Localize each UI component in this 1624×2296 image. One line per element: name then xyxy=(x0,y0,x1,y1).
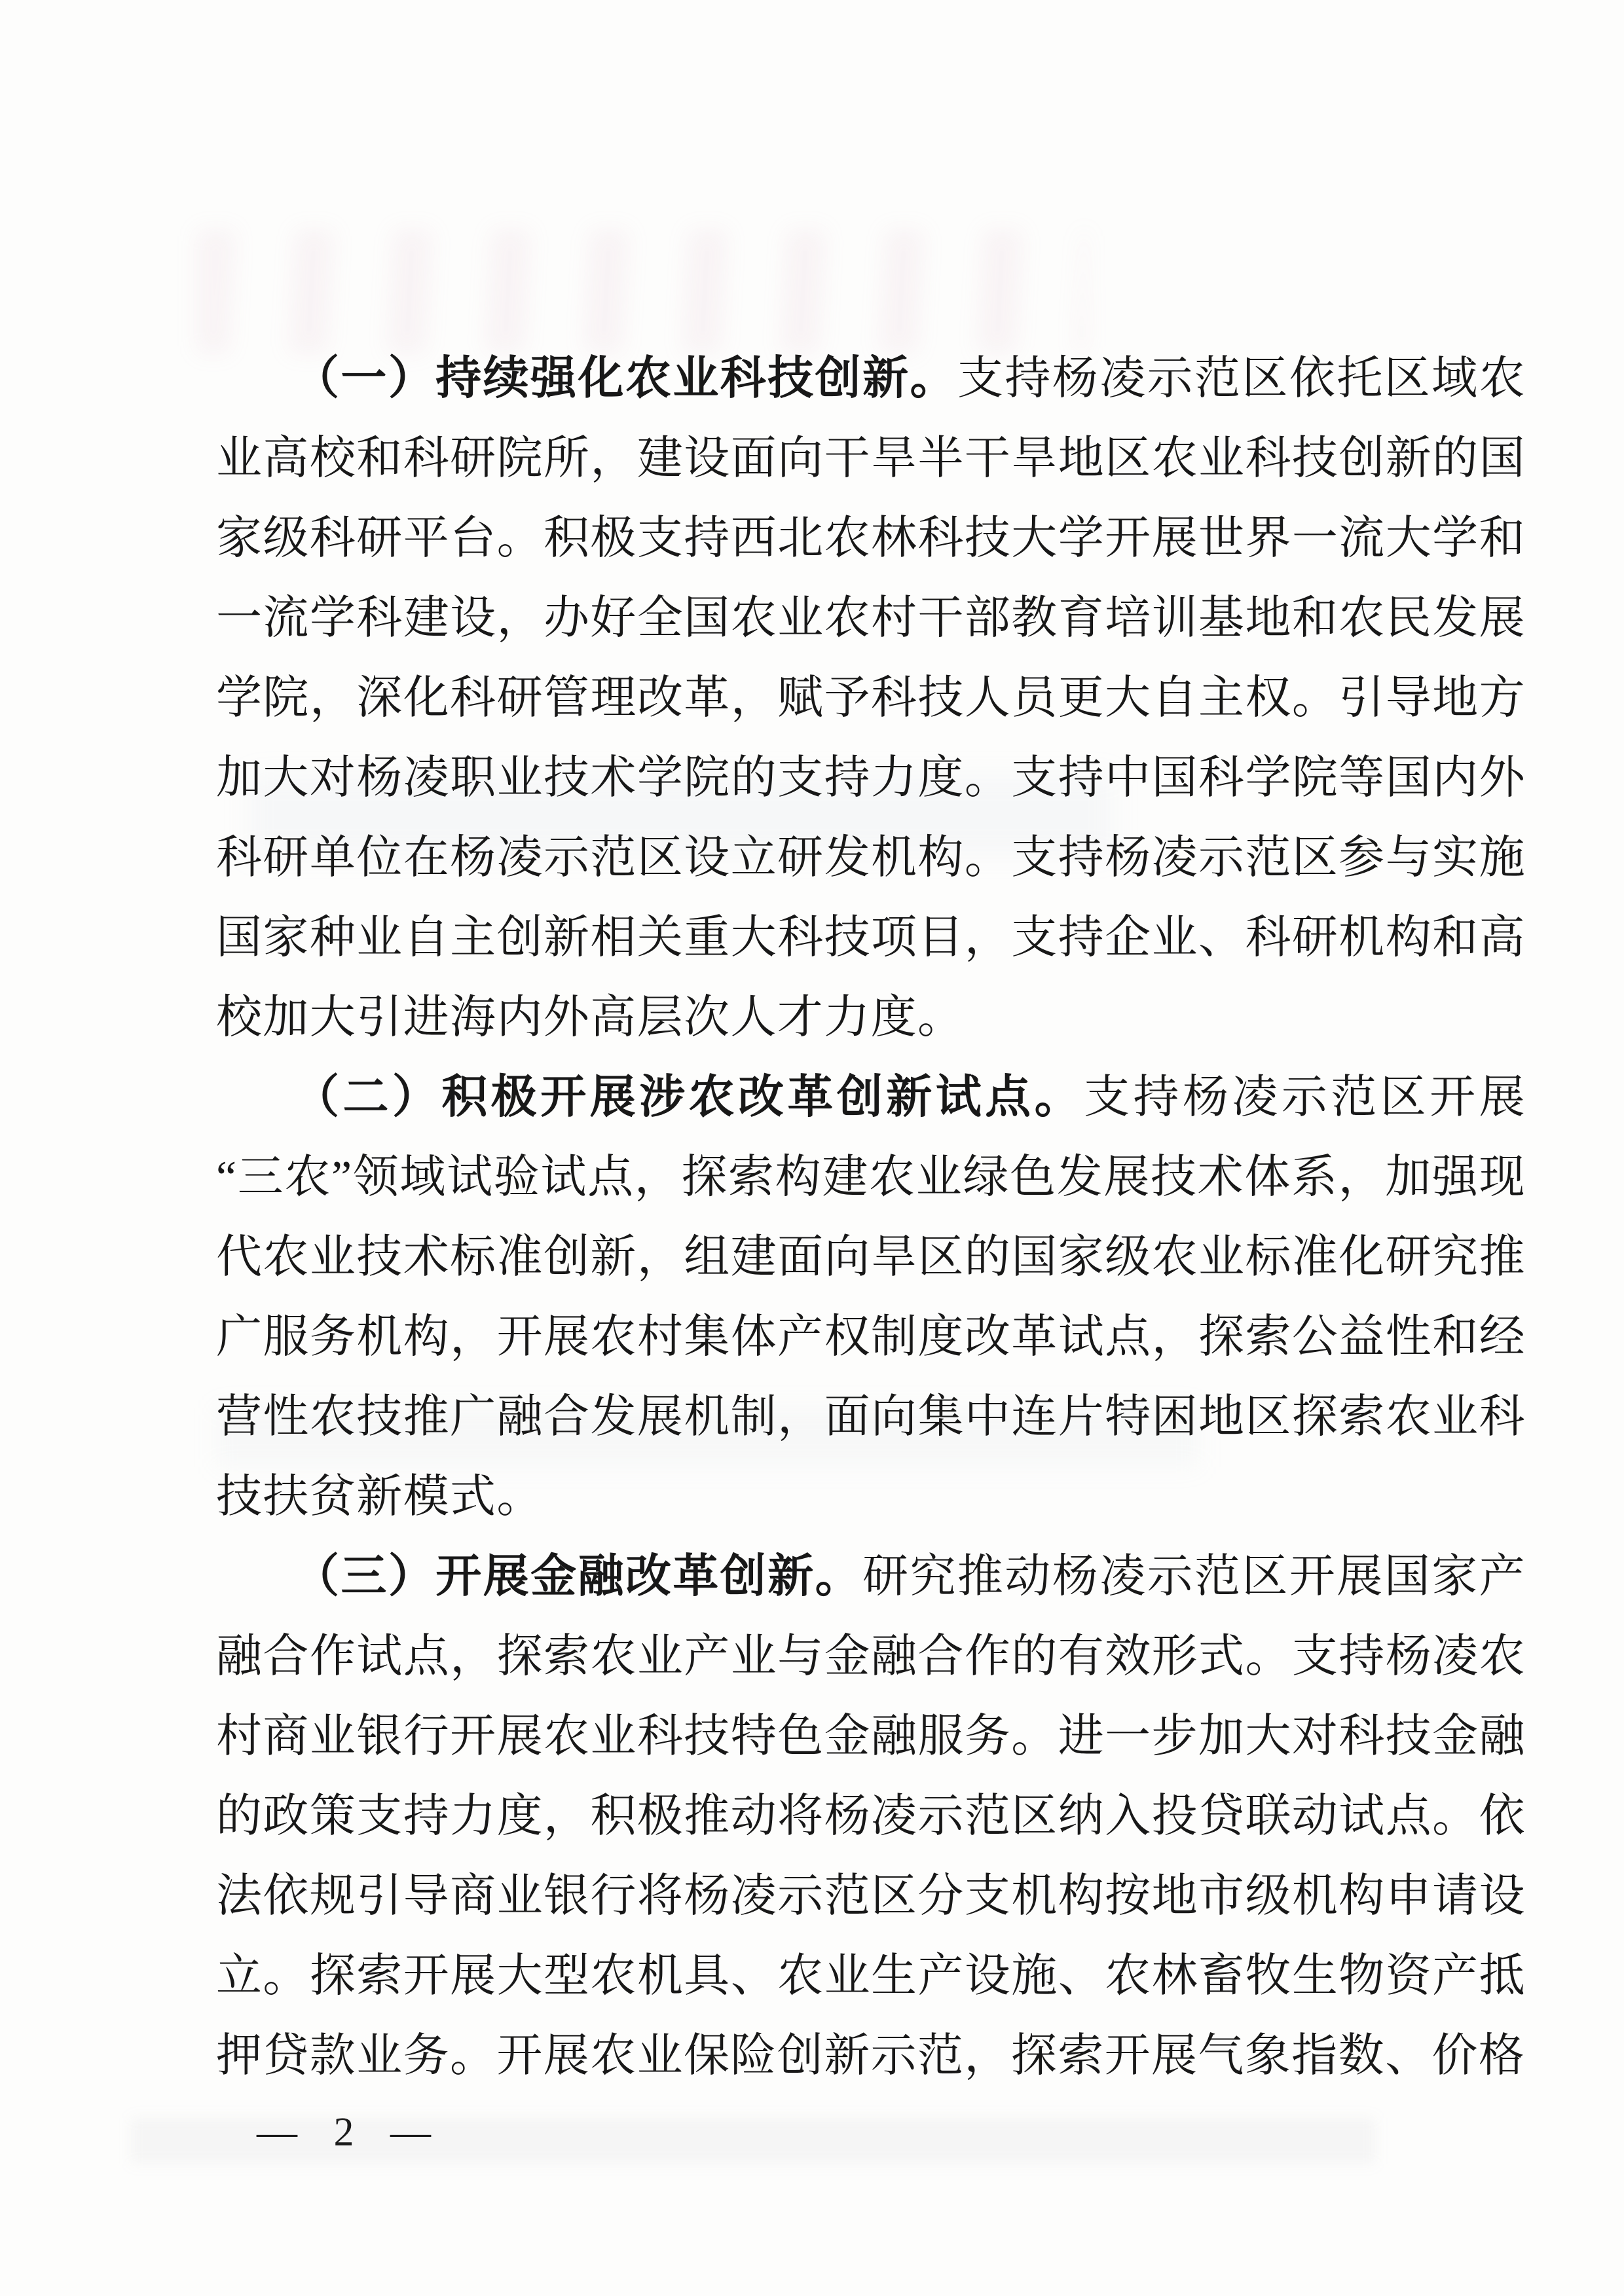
document-body xyxy=(216,339,1526,2096)
paragraph-3-text: 研究推动杨凌示范区开展国家产融合作试点，探索农业产业与金融合作的有效形式。支持杨凌农村商业银行开展农业科技特色金融服务。进一步加大对科技金融的政策支持力度，积极推动将杨凌示范区纳入投贷联动试点。依法依规引导商业银行将杨凌示范区分支机构按地市级机构申请设立。探索开展大型农机具、农业生产设施、农林畜牧生物资产抵押贷款业务。开展农业保险创新示范，探索开展气象指数、价格 xyxy=(216,1552,1526,2081)
paragraph-2-heading: （二）积极开展涉农改革创新试点。 xyxy=(293,1072,1084,1123)
paragraph-3-heading: （三）开展金融改革创新。 xyxy=(293,1552,863,1602)
page-number: — 2 — xyxy=(257,2110,435,2155)
paragraph-2 xyxy=(216,1058,1526,1537)
paragraph-1-heading: （一）持续强化农业科技创新。 xyxy=(293,354,957,404)
scan-bleedthrough-artifact xyxy=(196,229,1087,354)
paragraph-2-text: 支持杨凌示范区开展“三农”领域试验试点，探索构建农业绿色发展技术体系，加强现代农业技术标准创新，组建面向旱区的国家级农业标准化研究推广服务机构，开展农村集体产权制度改革试点，探索公益性和经营性农技推广融合发展机制，面向集中连片特困地区探索农业科技扶贫新模式。 xyxy=(216,1072,1526,1522)
paragraph-1 xyxy=(216,339,1526,1058)
paragraph-1-text: 支持杨凌示范区依托区域农业高校和科研院所，建设面向干旱半干旱地区农业科技创新的国家级科研平台。积极支持西北农林科技大学开展世界一流大学和一流学科建设，办好全国农业农村干部教育培训基地和农民发展学院，深化科研管理改革，赋予科技人员更大自主权。引导地方加大对杨凌职业技术学院的支持力度。支持中国科学院等国内外科研单位在杨凌示范区设立研发机构。支持杨凌示范区参与实施国家种业自主创新相关重大科技项目，支持企业、科研机构和高校加大引进海内外高层次人才力度。 xyxy=(216,354,1526,1043)
paragraph-3 xyxy=(216,1537,1526,2096)
